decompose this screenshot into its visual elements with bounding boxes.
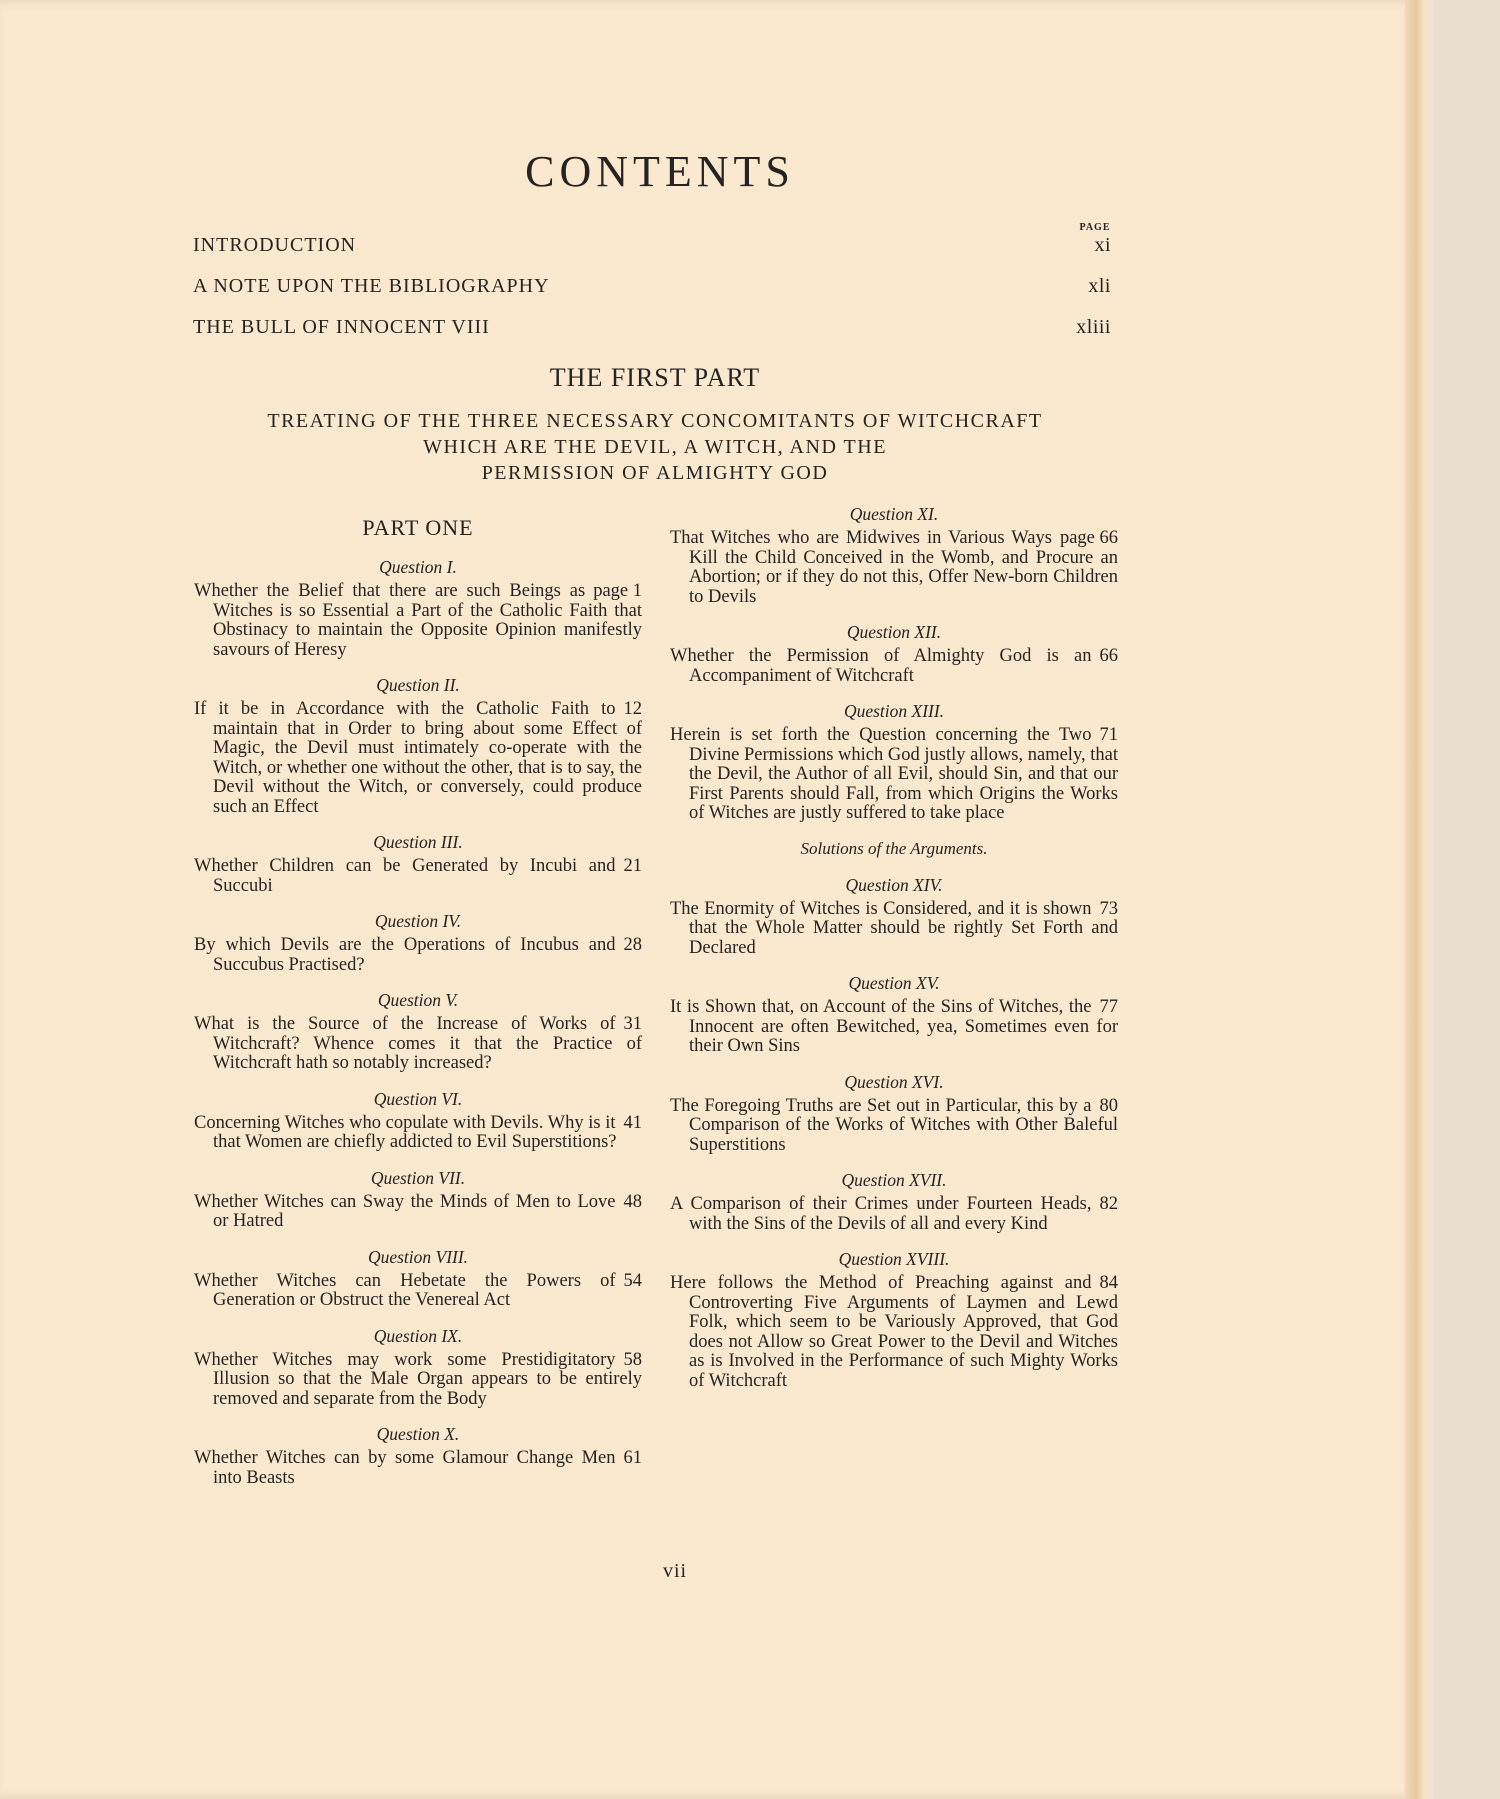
question-text: That Witches who are Midwives in Various Ways Kill the Child Conceived in the Womb, and Procure an Abortion; or if they do not this, Offer New-born Children to Devils (670, 528, 1118, 607)
part-one-heading: PART ONE (362, 515, 474, 540)
toc-entry (194, 1088, 642, 1153)
question-text: Whether Witches may work some Prestidigitatory Illusion so that the Male Organ appears to be entirely removed and separate from the Body (194, 1349, 642, 1409)
question-text: A Comparison of their Crimes under Fourteen Heads, with the Sins of the Devils of all and every Kind (670, 1194, 1092, 1234)
toc-entry (194, 910, 642, 975)
question-text: Whether Witches can Hebetate the Powers of Generation or Obstruct the Venereal Act (194, 1270, 616, 1310)
entry-page: 77 (1099, 997, 1118, 1017)
question-heading: Question XI. (849, 504, 939, 524)
toc-entry (670, 1071, 1118, 1156)
first-part-subtitle (235, 408, 1075, 486)
left-column (194, 556, 642, 1488)
question-heading: Question II. (376, 675, 460, 695)
entry-page: page 1 (593, 581, 642, 601)
entry-page: 12 (623, 699, 642, 719)
question-text: Whether Children can be Generated by Incubi and Succubi (194, 856, 616, 896)
entry-page: 84 (1099, 1273, 1118, 1293)
toc-entry (670, 621, 1118, 686)
solutions-heading: Solutions of the Arguments. (800, 838, 988, 858)
toc-entry (194, 556, 642, 660)
toc-entry (670, 503, 1118, 607)
question-heading: Question IX. (373, 1325, 463, 1346)
entry-page: 82 (1099, 1194, 1118, 1214)
question-heading: Question I. (379, 557, 457, 577)
entry-page: 58 (623, 1349, 642, 1370)
front-matter-row (193, 234, 1111, 262)
question-heading: Question XIII. (843, 701, 945, 721)
question-heading: Question III. (373, 832, 463, 852)
question-text: Here follows the Method of Preaching against and Controverting Five Arguments of Laymen and Lewd Folk, which seem to be Variously Approved, that God does not Allow so Great Power to the Devil and Witches as is Involved in the Performance of such Mighty Works of Witchcraft (670, 1273, 1118, 1391)
question-heading: Question IV. (374, 911, 462, 931)
toc-entry (670, 1248, 1118, 1391)
question-heading: Question XVI. (844, 1071, 944, 1092)
toc-entry (194, 1167, 642, 1232)
front-matter-page: xi (1094, 234, 1111, 256)
entry-page: 71 (1099, 725, 1118, 745)
entry-page: 66 (1099, 646, 1118, 666)
toc-entry (194, 1246, 642, 1311)
toc-entry (194, 989, 642, 1074)
entry-page: 80 (1099, 1095, 1118, 1116)
question-heading: Question V. (377, 990, 459, 1010)
question-heading: Question VI. (373, 1088, 463, 1109)
question-text: Whether the Permission of Almighty God is an Accompaniment of Witchcraft (670, 646, 1092, 686)
page-column-label: PAGE (1079, 222, 1111, 233)
toc-entry (194, 831, 642, 896)
page-title: CONTENTS (525, 147, 795, 196)
front-matter-label: THE BULL OF INNOCENT VIII (193, 316, 490, 338)
question-text: The Foregoing Truths are Set out in Particular, this by a Comparison of the Works of Witches with Other Baleful Superstitions (670, 1095, 1118, 1155)
entry-page: 61 (623, 1448, 642, 1468)
front-matter-row (193, 275, 1111, 303)
question-text: By which Devils are the Operations of Incubus and Succubus Practised? (194, 935, 616, 975)
subtitle-line: TREATING OF THE THREE NECESSARY CONCOMITANTS OF WITCHCRAFT (267, 410, 1043, 432)
toc-entry (670, 972, 1118, 1057)
toc-entry (670, 874, 1118, 959)
question-heading: Question VIII. (367, 1246, 469, 1267)
entry-page: page 66 (1059, 528, 1118, 548)
subtitle-line: PERMISSION OF ALMIGHTY GOD (481, 462, 829, 484)
first-part-heading: THE FIRST PART (549, 363, 761, 392)
front-matter-row (193, 316, 1111, 344)
front-matter-label: INTRODUCTION (193, 234, 357, 256)
question-heading: Question X. (376, 1424, 460, 1444)
entry-page: 48 (623, 1191, 642, 1212)
entry-page: 21 (623, 856, 642, 876)
right-column (670, 503, 1118, 1391)
question-text: The Enormity of Witches is Considered, and it is shown that the Whole Matter should be rightly Set Forth and Declared (670, 898, 1118, 958)
question-heading: Question XVIII. (838, 1249, 950, 1269)
question-text: Whether Witches can by some Glamour Change Men into Beasts (194, 1448, 616, 1488)
subtitle-line: WHICH ARE THE DEVIL, A WITCH, AND THE (423, 436, 887, 458)
toc-entry (670, 700, 1118, 824)
question-text: If it be in Accordance with the Catholic Faith to maintain that in Order to bring about some Effect of Magic, the Devil must intimately co-operate with the Witch, or whether one without the other, that is to say, the Devil without the Witch, or conversely, could produce such an Effect (194, 699, 642, 817)
question-heading: Question VII. (370, 1167, 466, 1188)
entry-page: 73 (1099, 898, 1118, 919)
question-text: Whether Witches can Sway the Minds of Men to Love or Hatred (194, 1191, 616, 1231)
front-matter-page: xliii (1076, 316, 1111, 338)
front-matter-label: A NOTE UPON THE BIBLIOGRAPHY (193, 275, 550, 297)
front-matter-page: xli (1088, 275, 1111, 297)
question-text: It is Shown that, on Account of the Sins of Witches, the Innocent are often Bewitched, yea, Sometimes even for their Own Sins (670, 997, 1118, 1056)
entry-page: 28 (623, 935, 642, 955)
toc-entry (194, 1325, 642, 1410)
page-number: vii (662, 1560, 688, 1582)
page-edge (1405, 0, 1433, 1799)
toc-entry (194, 1423, 642, 1488)
question-text: Concerning Witches who copulate with Devils. Why is it that Women are chiefly addicted to Evil Superstitions? (194, 1112, 617, 1152)
question-text: Herein is set forth the Question concerning the Two Divine Permissions which God justly allows, namely, that the Devil, the Author of all Evil, should Sin, and that our First Parents should Fall, from which Origins the Works of Witches are justly suffered to take place (670, 725, 1118, 823)
entry-page: 31 (623, 1014, 642, 1034)
entry-page: 41 (623, 1112, 642, 1133)
question-heading: Question XVII. (841, 1170, 947, 1190)
toc-entry (670, 1169, 1118, 1234)
question-text: What is the Source of the Increase of Works of Witchcraft? Whence comes it that the Practice of Witchcraft hath so notably increased? (194, 1014, 642, 1073)
question-heading: Question XII. (846, 622, 942, 642)
question-text: Whether the Belief that there are such Beings as Witches is so Essential a Part of the Catholic Faith that Obstinacy to maintain the Opposite Opinion manifestly savours of Heresy (194, 581, 642, 660)
question-heading: Question XV. (848, 973, 940, 993)
toc-entry (194, 674, 642, 817)
question-heading: Question XIV. (845, 874, 943, 895)
entry-page: 54 (623, 1270, 642, 1291)
